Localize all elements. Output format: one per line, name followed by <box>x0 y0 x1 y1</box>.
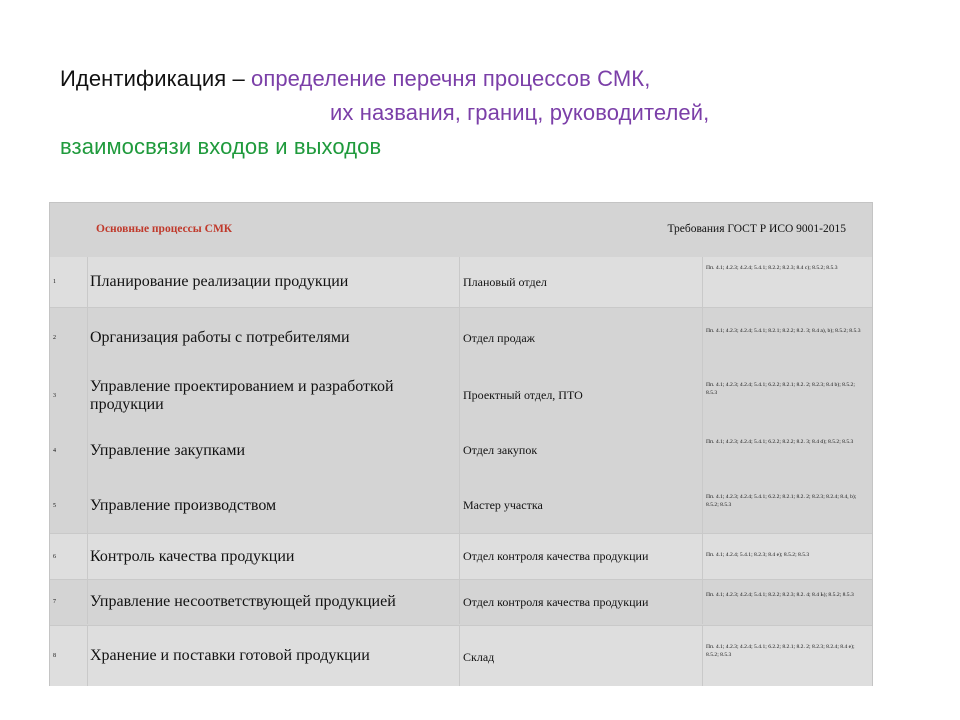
process-requirements: Пп. 4.1; 4.2.3; 4.2.4; 5.4.1; 6.2.2; 8.2.1; 8.2. 2; 8.2.3; 8.2.4; 8.4 e); 8.5.2; 8.5.3 <box>706 644 855 658</box>
process-name: Планирование реализации продукции <box>90 257 460 307</box>
process-name: Управление производством <box>90 478 460 533</box>
table-row <box>50 626 872 686</box>
process-owner: Склад <box>463 626 703 686</box>
process-requirements: Пп. 4.1; 4.2.3; 4.2.4; 5.4.1; 8.2.2; 8.2.3; 8.2. 4; 8.4 Ь); 8.5.2; 8.5.3 <box>706 592 854 598</box>
process-requirements: Пп. 4.1; 4.2.3; 4.2.4; 5.4.1; 8.2.2; 8.2.3; 8.4 с); 8.5.2; 8.5.3 <box>706 265 838 271</box>
process-owner: Проектный отдел, ПТО <box>463 368 703 423</box>
process-owner: Отдел продаж <box>463 308 703 368</box>
table-row <box>50 423 872 478</box>
table-header <box>50 203 872 257</box>
row-number: 3 <box>50 368 88 423</box>
table-row <box>50 368 872 423</box>
process-name: Организация работы с потребителями <box>90 308 460 368</box>
process-owner: Отдел контроля качества продукции <box>463 534 703 579</box>
process-owner: Отдел контроля качества продукции <box>463 580 703 624</box>
header-main-processes: Основные процессы СМК <box>96 223 233 235</box>
process-owner: Мастер участка <box>463 478 703 533</box>
table-row <box>50 308 872 368</box>
title-term: Идентификация – <box>60 66 251 91</box>
row-number: 7 <box>50 580 88 624</box>
table-row <box>50 257 872 307</box>
process-requirements: Пп. 4.1; 4.2.3; 4.2.4; 5.4.1; 8.2.1; 8.2.2; 8.2. 3; 8.4 a), b); 8.5.2; 8.5.3 <box>706 328 861 334</box>
header-requirements: Требования ГОСТ Р ИСО 9001-2015 <box>667 223 846 235</box>
row-number: 2 <box>50 308 88 368</box>
slide-title <box>60 62 920 164</box>
title-line-1 <box>60 62 920 96</box>
title-definition: определение перечня процессов СМК, <box>251 66 651 91</box>
process-requirements: Пп. 4.1; 4.2.3; 4.2.4; 5.4.1; 6.2.2; 8.2.2; 8.2. 3; 8.4 d); 8.5.2; 8.5.3 <box>706 439 854 445</box>
row-number: 5 <box>50 478 88 533</box>
row-number: 6 <box>50 534 88 579</box>
process-name: Хранение и поставки готовой продукции <box>90 626 460 686</box>
processes-table <box>49 202 873 686</box>
process-requirements: Пп. 4.1; 4.2.4; 5.4.1; 8.2.3; 8.4 e); 8.5.2; 8.5.3 <box>706 552 810 558</box>
row-number: 4 <box>50 423 88 478</box>
process-requirements: Пп. 4.1; 4.2.3; 4.2.4; 5.4.1; 6.2.2; 8.2.1; 8.2. 2; 8.2.3; 8.4 b); 8.5.2; 8.5.3 <box>706 382 855 396</box>
process-requirements: Пп. 4.1; 4.2.3; 4.2.4; 5.4.1; 6.2.2; 8.2.1; 8.2. 2; 8.2.3; 8.2.4; 8.4, b); 8.5.2; 8.5.3 <box>706 494 857 508</box>
table-row <box>50 534 872 579</box>
table-row <box>50 478 872 533</box>
row-number: 8 <box>50 626 88 686</box>
process-name: Контроль качества продукции <box>90 534 460 579</box>
process-name: Управление несоответствующей продукцией <box>90 580 460 624</box>
process-name: Управление закупками <box>90 423 460 478</box>
table-row <box>50 580 872 624</box>
process-owner: Отдел закупок <box>463 423 703 478</box>
process-owner: Плановый отдел <box>463 257 703 307</box>
process-name: Управление проектированием и разработкой продукции <box>90 368 460 423</box>
row-number: 1 <box>50 257 88 307</box>
title-line-2: их названия, границ, руководителей, <box>330 100 710 125</box>
title-line-3: взаимосвязи входов и выходов <box>60 134 382 159</box>
